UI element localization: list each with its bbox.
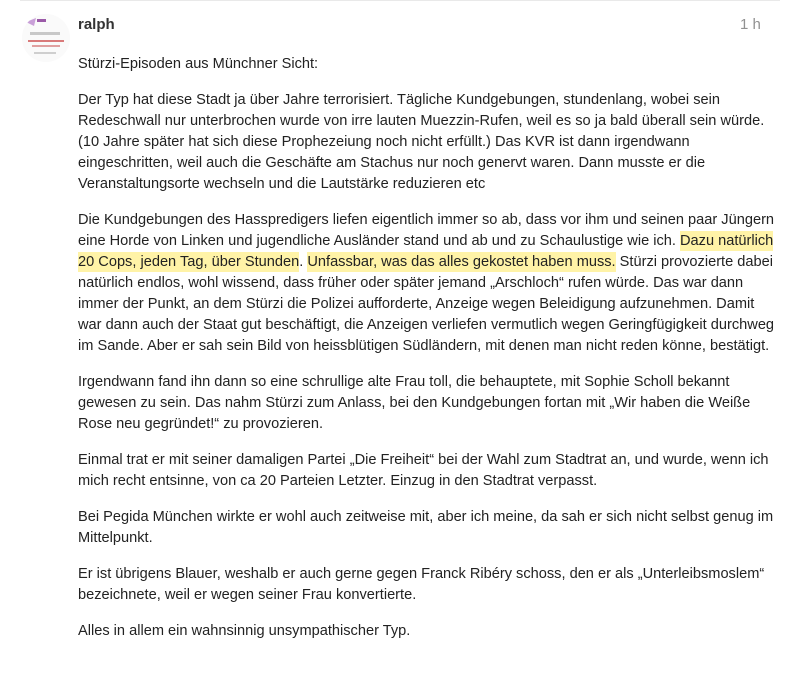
post-paragraph-7: Alles in allem ein wahnsinnig unsympathischer Typ. <box>78 623 411 639</box>
post-timestamp[interactable]: 1 h <box>740 16 761 33</box>
highlighted-text-2: Unfassbar, was das alles gekostet haben muss. <box>307 254 616 270</box>
user-avatar[interactable] <box>22 14 70 62</box>
post-body <box>78 54 778 657</box>
post-divider <box>20 0 780 1</box>
paragraph-2-separator: . <box>299 254 308 270</box>
paragraph-2-text-end: Stürzi provozierte dabei natürlich endlos, wohl wissend, dass früher oder später jemand „Arschloch“ rufen würde. Das war dann immer der Punkt, an dem Stürzi die Polizei aufforderte, Anzeige wegen Beleidigung aufzunehmen. Damit war dann auch der Staat gut beschäftigt, die Anzeigen verliefen vermutlich wegen Geringfügigkeit durchweg im Sande. Aber er sah sein Bild von heissblütigen Südländern, mit denen man nicht reden könne, bestätigt. <box>78 254 775 354</box>
highlighted-text-1: Dazu natürlich 20 Cops, jeden Tag, über Stunden <box>78 233 774 270</box>
post-paragraph-4: Einmal trat er mit seiner damaligen Partei „Die Freiheit“ bei der Wahl zum Stadtrat an, und wurde, wenn ich mich recht entsinne, von ca 20 Parteien Letzter. Einzug in den Stadtrat verpasst. <box>78 452 769 489</box>
avatar-image-icon <box>22 14 70 62</box>
paragraph-2-text-start: Die Kundgebungen des Hasspredigers liefen eigentlich immer so ab, dass vor ihm und seinen paar Jüngern eine Horde von Linken und jugendliche Ausländer stand und ab und zu Schaulustige wie ich. <box>78 212 775 249</box>
post-paragraph-1: Der Typ hat diese Stadt ja über Jahre terrorisiert. Tägliche Kundgebungen, stundenlang, wobei sein Redeschwall nur unterbrochen wurde von irre lauten Muezzin-Rufen, weil es so ja bald überall sein würde. (10 Jahre später hat sich diese Prophezeiung noch nicht erfüllt.) Das KVR ist dann irgendwann eingeschritten, weil auch die Geschäfte am Stachus nur noch genervt waren. Dann musste er die Veranstaltungsorte wechseln und die Lautstärke reduzieren etc <box>78 92 765 192</box>
post-username[interactable]: ralph <box>78 16 115 33</box>
post-intro: Stürzi-Episoden aus Münchner Sicht: <box>78 56 319 72</box>
post-paragraph-3: Irgendwann fand ihn dann so eine schrullige alte Frau toll, die behauptete, mit Sophie Scholl bekannt gewesen zu sein. Das nahm Stürzi zum Anlass, bei den Kundgebungen fortan mit „Wir haben die Weiße Rose neu gegründet!“ zu provozieren. <box>78 374 751 432</box>
post-paragraph-6: Er ist übrigens Blauer, weshalb er auch gerne gegen Franck Ribéry schoss, den er als „Unterleibsmoslem“ bezeichnete, weil er wegen seiner Frau konvertierte. <box>78 566 765 603</box>
post-paragraph-2 <box>78 210 778 357</box>
post-paragraph-5: Bei Pegida München wirkte er wohl auch zeitweise mit, aber ich meine, da sah er sich nicht selbst genug im Mittelpunkt. <box>78 509 774 546</box>
